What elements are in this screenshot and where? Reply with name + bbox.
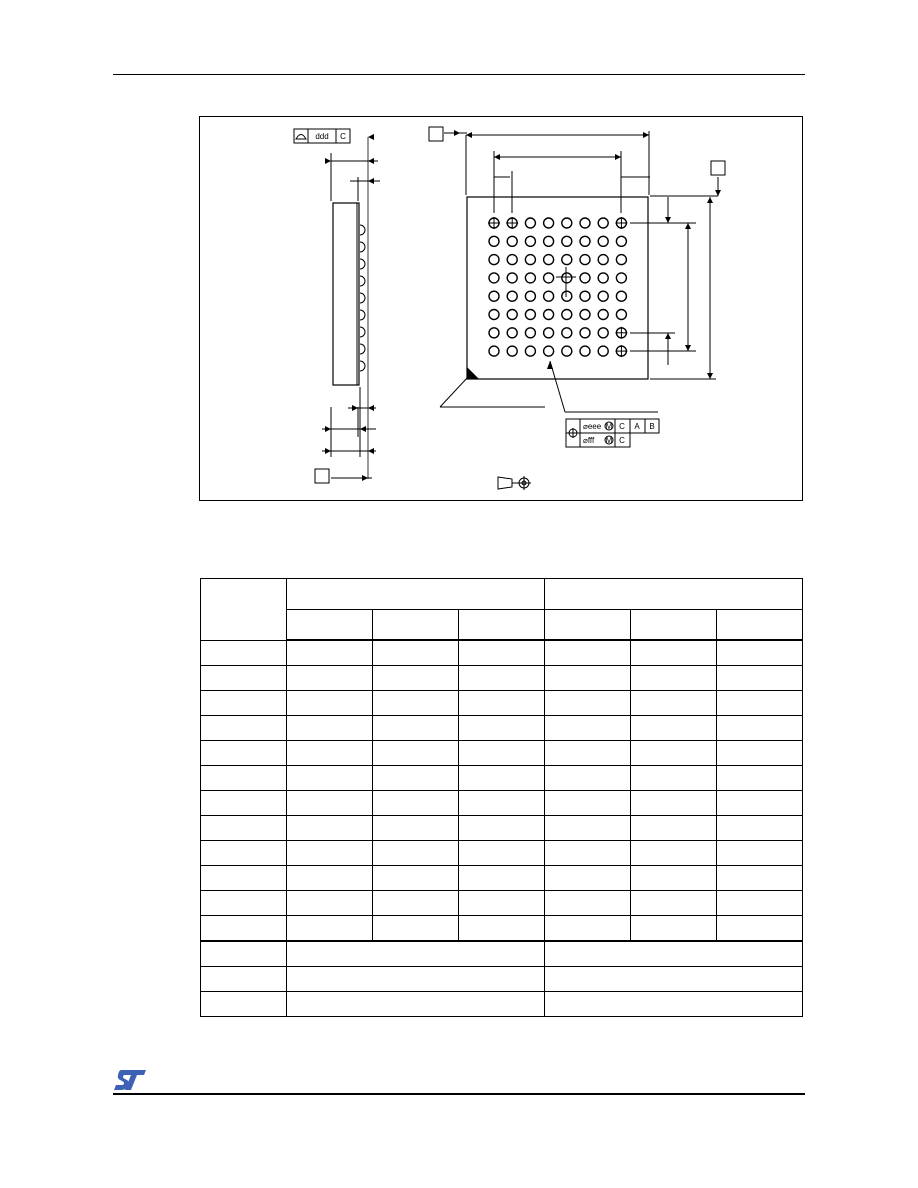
- table-row: [201, 716, 803, 741]
- solder-ball: [598, 310, 608, 320]
- table-row: [201, 816, 803, 841]
- solder-ball: [525, 310, 535, 320]
- table-cell: [717, 816, 803, 841]
- solder-ball: [489, 273, 499, 283]
- solder-ball: [544, 328, 554, 338]
- table-cell: [373, 916, 459, 942]
- solder-ball: [544, 218, 554, 228]
- position-datum-c: C: [619, 422, 625, 431]
- table-cell: [201, 992, 287, 1017]
- solder-ball: [525, 273, 535, 283]
- solder-ball: [598, 346, 608, 356]
- table-cell: [545, 716, 631, 741]
- table-row: [201, 891, 803, 916]
- solder-ball: [544, 310, 554, 320]
- table-cell: [459, 766, 545, 791]
- solder-ball: [507, 310, 517, 320]
- table-cell: [201, 916, 287, 942]
- table-cell: [373, 866, 459, 891]
- table-cell: [631, 866, 717, 891]
- table-cell: [631, 766, 717, 791]
- table-row: [201, 941, 803, 967]
- table-cell: [545, 866, 631, 891]
- table-cell: [373, 891, 459, 916]
- table-cell: [373, 816, 459, 841]
- solder-ball: [580, 255, 590, 265]
- solder-ball: [544, 255, 554, 265]
- solder-ball: [507, 291, 517, 301]
- table-cell-merged: [287, 941, 545, 967]
- solder-ball: [489, 328, 499, 338]
- table-cell-merged: [287, 992, 545, 1017]
- table-cell: [717, 841, 803, 866]
- table-cell: [201, 666, 287, 691]
- table-cell: [631, 666, 717, 691]
- table-cell: [287, 766, 373, 791]
- table-cell: [717, 891, 803, 916]
- solder-ball: [525, 328, 535, 338]
- header-sub-cell: [373, 610, 459, 641]
- header-dim-cell: [201, 579, 287, 641]
- table-row: [201, 866, 803, 891]
- table-cell: [545, 791, 631, 816]
- solder-ball: [525, 291, 535, 301]
- solder-ball: [580, 291, 590, 301]
- table-row: [201, 916, 803, 942]
- solder-ball: [562, 346, 572, 356]
- table-cell: [287, 640, 373, 666]
- table-cell: [459, 791, 545, 816]
- drawing-svg: [200, 117, 804, 502]
- table-cell: [459, 716, 545, 741]
- projection-symbol-icon: [498, 476, 531, 490]
- table-cell: [287, 666, 373, 691]
- table-cell: [545, 891, 631, 916]
- dimensions-table: [200, 578, 803, 1017]
- table-cell: [631, 691, 717, 716]
- solder-ball: [598, 236, 608, 246]
- table-cell: [373, 841, 459, 866]
- position-datum-a: A: [634, 422, 640, 431]
- position-tol-fff: ⌀fff: [583, 436, 595, 445]
- table-cell: [287, 741, 373, 766]
- table-cell: [717, 766, 803, 791]
- table-cell: [373, 640, 459, 666]
- side-view-body: [333, 203, 359, 385]
- solder-ball: [598, 328, 608, 338]
- table-cell: [373, 666, 459, 691]
- table-cell: [287, 916, 373, 942]
- table-cell: [373, 791, 459, 816]
- table-cell: [631, 816, 717, 841]
- table-cell: [631, 791, 717, 816]
- table-cell: [717, 791, 803, 816]
- solder-ball: [489, 236, 499, 246]
- table-cell: [201, 891, 287, 916]
- table-cell: [201, 691, 287, 716]
- solder-ball: [562, 273, 572, 283]
- footer-rule: [113, 1093, 805, 1095]
- datum-box-a: [429, 127, 443, 141]
- table-cell: [287, 791, 373, 816]
- solder-ball: [562, 291, 572, 301]
- solder-ball: [489, 291, 499, 301]
- header-group-2: [545, 579, 803, 610]
- table-cell: [545, 916, 631, 942]
- table-row: [201, 766, 803, 791]
- table-cell: [201, 716, 287, 741]
- table-cell: [545, 666, 631, 691]
- table-cell: [631, 716, 717, 741]
- table-cell: [459, 691, 545, 716]
- flatness-control-frame: [294, 129, 350, 143]
- solder-ball: [616, 255, 626, 265]
- table-cell: [717, 691, 803, 716]
- position-tol-eee: ⌀eee: [583, 422, 602, 431]
- table-cell: [201, 640, 287, 666]
- solder-ball: [507, 236, 517, 246]
- solder-ball: [616, 291, 626, 301]
- table-cell: [717, 640, 803, 666]
- table-cell: [373, 716, 459, 741]
- solder-ball: [489, 255, 499, 265]
- table-cell: [201, 967, 287, 992]
- solder-ball: [598, 291, 608, 301]
- table-cell: [459, 640, 545, 666]
- table-cell: [201, 866, 287, 891]
- solder-ball: [580, 328, 590, 338]
- header-sub-cell: [631, 610, 717, 641]
- table-cell: [459, 666, 545, 691]
- table-cell-merged: [545, 941, 803, 967]
- table-cell: [201, 741, 287, 766]
- header-sub-cell: [545, 610, 631, 641]
- mmc-letter: M: [605, 422, 613, 431]
- table-row: [201, 741, 803, 766]
- solder-ball: [525, 255, 535, 265]
- table-cell: [717, 741, 803, 766]
- solder-ball: [562, 236, 572, 246]
- solder-ball: [598, 255, 608, 265]
- table-cell: [545, 640, 631, 666]
- table-cell: [717, 716, 803, 741]
- table-cell: [201, 766, 287, 791]
- table-cell: [631, 891, 717, 916]
- solder-ball: [616, 310, 626, 320]
- table-header-row-1: [201, 579, 803, 610]
- header-rule: [113, 74, 805, 75]
- solder-ball: [507, 255, 517, 265]
- solder-ball: [580, 273, 590, 283]
- table-cell: [287, 691, 373, 716]
- position-datum-b: B: [649, 422, 655, 431]
- table-cell: [287, 891, 373, 916]
- datum-box-c: [315, 469, 329, 483]
- solder-ball: [580, 218, 590, 228]
- table-row: [201, 841, 803, 866]
- table-cell: [545, 766, 631, 791]
- solder-ball: [616, 236, 626, 246]
- header-group-1: [287, 579, 545, 610]
- table-cell: [459, 741, 545, 766]
- table-cell: [201, 816, 287, 841]
- solder-ball: [525, 346, 535, 356]
- flatness-datum: C: [340, 132, 346, 141]
- table-cell: [373, 741, 459, 766]
- solder-ball: [544, 346, 554, 356]
- table-header-row-2: [201, 610, 803, 641]
- table-cell: [287, 816, 373, 841]
- table-cell: [545, 841, 631, 866]
- solder-ball: [616, 273, 626, 283]
- table-cell: [459, 841, 545, 866]
- flatness-label: ddd: [315, 132, 329, 141]
- solder-ball: [507, 346, 517, 356]
- solder-ball: [562, 310, 572, 320]
- table-row: [201, 791, 803, 816]
- table-row: [201, 992, 803, 1017]
- header-sub-cell: [287, 610, 373, 641]
- table-cell: [373, 766, 459, 791]
- table-cell: [373, 691, 459, 716]
- table-cell: [545, 691, 631, 716]
- solder-ball: [580, 236, 590, 246]
- solder-ball: [562, 255, 572, 265]
- table-cell: [459, 816, 545, 841]
- table-cell: [631, 741, 717, 766]
- table-cell: [545, 816, 631, 841]
- solder-ball: [507, 328, 517, 338]
- solder-ball: [580, 310, 590, 320]
- table-cell: [201, 841, 287, 866]
- st-logo-icon: [113, 1068, 147, 1092]
- solder-ball: [525, 236, 535, 246]
- table-cell: [717, 866, 803, 891]
- pin-a1-marker: [467, 367, 479, 379]
- solder-ball: [507, 273, 517, 283]
- solder-ball: [489, 346, 499, 356]
- table-cell-merged: [287, 967, 545, 992]
- table-cell: [631, 916, 717, 942]
- table-cell: [287, 866, 373, 891]
- position-datum-c-2: C: [619, 436, 625, 445]
- table-cell-merged: [545, 967, 803, 992]
- table-cell-merged: [545, 992, 803, 1017]
- table-cell: [459, 916, 545, 942]
- table-cell: [631, 640, 717, 666]
- side-view-balls: [360, 225, 365, 371]
- position-control-frame: [566, 419, 659, 447]
- table-cell: [717, 666, 803, 691]
- solder-ball: [562, 218, 572, 228]
- table-row: [201, 967, 803, 992]
- table-cell: [717, 916, 803, 942]
- solder-ball: [598, 218, 608, 228]
- table-row: [201, 666, 803, 691]
- table-cell: [201, 791, 287, 816]
- table-cell: [287, 841, 373, 866]
- solder-ball: [562, 328, 572, 338]
- ball-grid: [488, 217, 627, 357]
- mmc-letter-2: M: [605, 436, 613, 445]
- package-outline-drawing: [199, 116, 803, 501]
- table-cell: [287, 716, 373, 741]
- solder-ball: [544, 291, 554, 301]
- solder-ball: [489, 310, 499, 320]
- header-sub-cell: [717, 610, 803, 641]
- solder-ball: [525, 218, 535, 228]
- solder-ball: [544, 236, 554, 246]
- table-cell: [459, 891, 545, 916]
- table-row: [201, 640, 803, 666]
- table-cell: [545, 741, 631, 766]
- table-cell: [459, 866, 545, 891]
- solder-ball: [544, 273, 554, 283]
- datum-box-b: [711, 161, 725, 175]
- table-row: [201, 691, 803, 716]
- table-cell: [201, 941, 287, 967]
- header-sub-cell: [459, 610, 545, 641]
- solder-ball: [580, 346, 590, 356]
- solder-ball: [598, 273, 608, 283]
- table-cell: [631, 841, 717, 866]
